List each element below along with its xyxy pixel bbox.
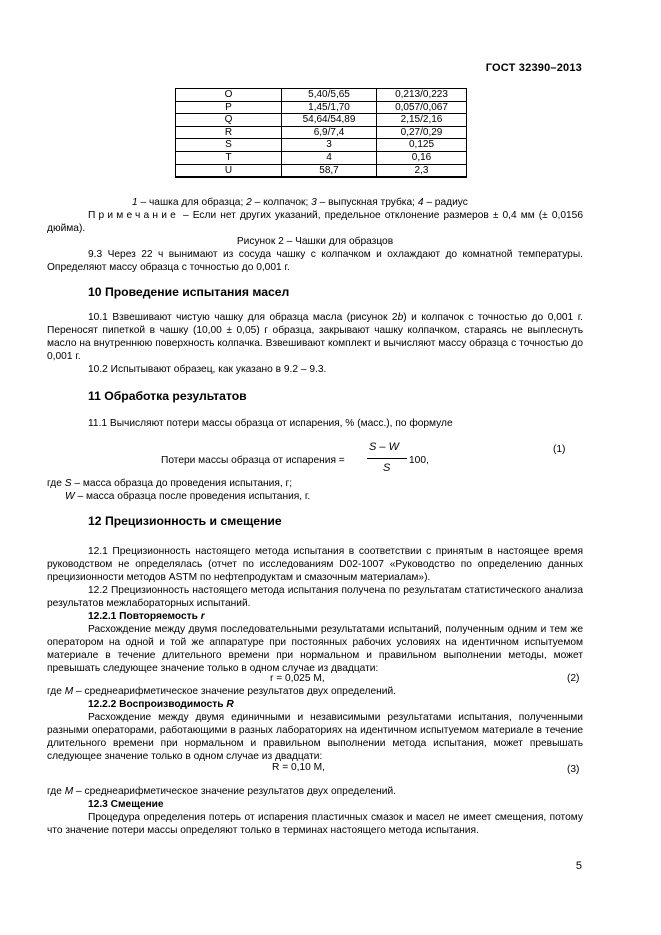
section-12-body: 12.1 Прецизионность настоящего метода испытания в соответствии с принятым в настоящее время руководством не определялась (отчет по исследованиям D02-1007 «Руководство по определению данных прецизионности методов ASTM по нефтепродуктам и смазочным материалам»). 12.2 Прецизионность настоящего метода испытания получена по результатам статистического анализа результатов межлабораторных испытаний. 12.2.1 Повторяемость r Расхождение между двумя последовательными результатами испытаний, полученным одним и тем же оператором на одной и той же аппаратуре при постоянных рабочих условиях на идентичном испытуемом материале в течение длительного времени при нормальном и правильном выполнении методы, может превышать следующее значение только в одном случае из двадцати: (47, 546, 583, 674)
table-cell: 6,9/7,4 (282, 126, 377, 139)
table-cell: 2,3 (377, 164, 467, 177)
equation-number-2: (2) (567, 673, 580, 684)
section-12-title: 12 Прецизионность и смещение (88, 514, 282, 528)
table-cell: 2,15/2,16 (377, 114, 467, 127)
paragraph-10-1: 10.1 Взвешивают чистую чашку для образца масла (рисунок 2b) и колпачок с точностью до 0,001 г. Переносят пипеткой в чашку (10,00 ± 0,05) г образца, закрывают чашку колпачком, стараясь не выплеснуть масло на внутреннюю поверхность колпачка. Взвешивают комплект и вычисляют массу образца с точностью до 0,001 г. 10.2 Испытывают образец, как указано в 9.2 – 9.3. (47, 312, 584, 375)
paragraph-9-3: 9.3 Через 22 ч вынимают из сосуда чашку с колпачком и охлаждают до комнатной температуры. Определяют массу образца с точностью до 0,001 г. (47, 249, 583, 273)
figure-caption: Рисунок 2 – Чашки для образцов (236, 236, 394, 247)
formula-numerator: S – W (369, 441, 399, 453)
table-cell: S (176, 139, 282, 152)
table-cell: 0,125 (377, 139, 467, 152)
where-w: W – масса образца после проведения испытания, г. (65, 491, 311, 502)
table-cell: R (176, 126, 282, 139)
table-cell: T (176, 151, 282, 164)
formula-2: r = 0,025 M, (270, 673, 325, 684)
note: Примечание – Если нет других указаний, предельное отклонение размеров ± 0,4 мм (± 0,0156 дюйма). (47, 210, 583, 234)
section-12-3: где М – среднеарифметическое значение результатов двух определений. 12.3 Смещение Процедура определения потерь от испарения пластичных смазок и масел не имеет смещения, потому что значение потери массы определяют только в терминах настоящего метода испытания. (47, 786, 583, 836)
table-row (176, 89, 467, 102)
formula-multiplier: 100, (409, 455, 429, 466)
formula-3: R = 0,10 M, (272, 762, 325, 773)
table-row (176, 164, 467, 177)
table-cell: 0,27/0,29 (377, 126, 467, 139)
document-header: ГОСТ 32390–2013 (485, 62, 582, 74)
where-s: где S – масса образца до проведения испытания, г; (47, 478, 293, 489)
equation-number-3: (3) (567, 764, 580, 775)
figure-legend: 1 – чашка для образца; 2 – колпачок; 3 – выпускная трубка; 4 – радиус (132, 197, 468, 208)
formula-denominator: S (383, 462, 391, 474)
table-cell: 5,40/5,65 (282, 89, 377, 102)
table-cell: P (176, 101, 282, 114)
section-11-title: 11 Обработка результатов (88, 389, 247, 403)
table-row (176, 101, 467, 114)
fraction-line (367, 458, 407, 459)
dimensions-table (175, 88, 467, 178)
table-cell: Q (176, 114, 282, 127)
table-row (176, 114, 467, 127)
table-row (176, 139, 467, 152)
table-row (176, 126, 467, 139)
table-row (176, 151, 467, 164)
table-cell: 4 (282, 151, 377, 164)
table-cell: 0,16 (377, 151, 467, 164)
equation-number-1: (1) (553, 444, 566, 455)
page-number: 5 (575, 860, 582, 872)
table-cell: U (176, 164, 282, 177)
table-cell: 0,057/0,067 (377, 101, 467, 114)
table-cell: 1,45/1,70 (282, 101, 377, 114)
formula-lhs: Потери массы образца от испарения = (161, 455, 345, 466)
table-cell: 58,7 (282, 164, 377, 177)
section-12-2-2: где М – среднеарифметическое значение результатов двух определений. 12.2.2 Воспроизводимость R Расхождение между двумя единичными и независимыми результатами испытания, полученными разными операторами, работающими в разных лабораториях на идентичном испытуемом материале в течение длительного времени при нормальном и правильном выполнении метода испытания, может превышать следующее значение только в одном случае из двадцати: (47, 686, 583, 762)
table-cell: O (176, 89, 282, 102)
table-cell: 3 (282, 139, 377, 152)
paragraph-11-1: 11.1 Вычисляют потери массы образца от испарения, % (масс.), по формуле (88, 418, 453, 429)
table-cell: 0,213/0,223 (377, 89, 467, 102)
table-cell: 54,64/54,89 (282, 114, 377, 127)
section-10-title: 10 Проведение испытания масел (88, 285, 290, 299)
